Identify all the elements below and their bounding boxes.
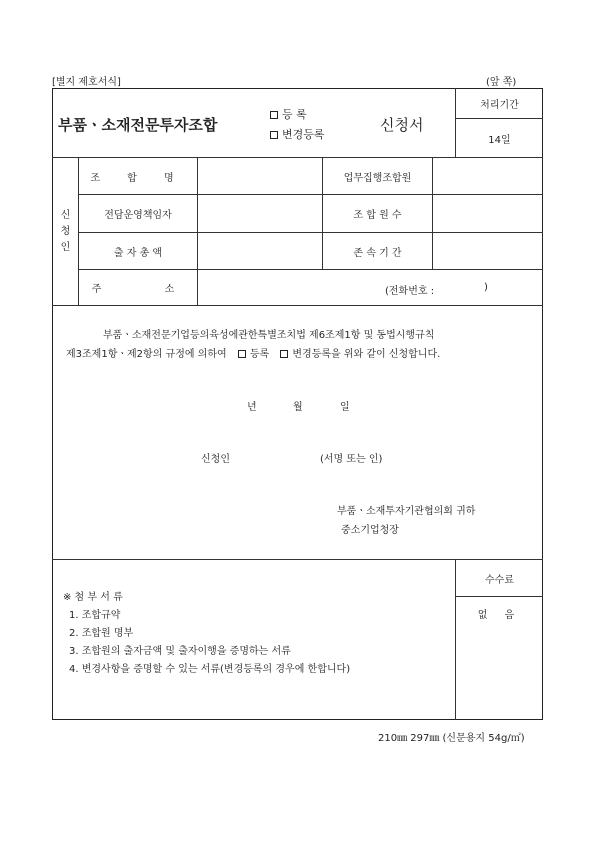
phone-close: ) [484, 282, 488, 293]
union-name-label: 조 합 명 [90, 172, 186, 184]
applicant-char-3: 인 [60, 241, 71, 253]
managing-partner-label: 업무집행조합원 [343, 172, 412, 184]
applicant-char-1: 신 [60, 209, 71, 221]
member-count-input[interactable] [433, 195, 543, 232]
attachments-title: ※ 첨 부 서 류 [63, 592, 123, 603]
signer-label: 신청인 [201, 454, 230, 465]
managing-partner-input[interactable] [433, 158, 543, 194]
applicant-char-2: 청 [60, 225, 71, 237]
row-line-4 [52, 305, 543, 306]
paper-spec: 210㎜ 297㎜ (신문용지 54g/㎡) [378, 733, 525, 744]
option-change-label: 변경등록 [282, 128, 325, 141]
signature-note: (서명 또는 인) [320, 454, 383, 465]
form-title-suffix: 신청서 [380, 116, 424, 134]
manager-input[interactable] [198, 195, 322, 232]
address-label: 주 소 [91, 284, 205, 295]
statement-line-1: 부품ㆍ소재전문기업등의육성에관한특별조치법 제6조제1항 및 동법시행규칙 [103, 330, 435, 341]
member-count-label: 조 합 원 수 [353, 210, 402, 221]
recipient-council: 부품ㆍ소재투자기관협의회 귀하 [337, 506, 476, 517]
duration-input[interactable] [433, 233, 543, 269]
total-investment-label: 출 자 총 액 [113, 247, 163, 259]
option-register[interactable] [270, 106, 307, 122]
change-checkbox[interactable] [270, 131, 278, 139]
fee-label: 수수료 [485, 574, 514, 586]
date-month-label: 월 [293, 402, 303, 413]
statement-register-checkbox[interactable] [238, 350, 246, 358]
statement-change-checkbox[interactable] [280, 350, 288, 358]
attachment-item-2: 2. 조합원 명부 [69, 628, 134, 639]
phone-label: (전화번호 : [385, 286, 435, 297]
statement-line-2 [66, 345, 440, 360]
option-change[interactable] [270, 126, 325, 142]
register-checkbox[interactable] [270, 111, 278, 119]
form-number-label: [별지 제호서식] [52, 77, 121, 88]
total-investment-input[interactable] [198, 233, 322, 269]
manager-label: 전담운영책임자 [104, 210, 172, 221]
form-title: 부품ㆍ소재전문투자조합 [58, 116, 218, 134]
attachment-item-3: 3. 조합원의 출자금액 및 출자이행을 증명하는 서류 [69, 646, 291, 657]
recipient-administration: 중소기업청장 [341, 525, 399, 536]
statement-register-label: 등록 [249, 349, 270, 360]
statement-change-label: 변경등록을 위와 같이 신청합니다. [292, 349, 441, 360]
applicant-side-label [53, 158, 78, 305]
duration-label: 존 속 기 간 [353, 247, 402, 259]
attachment-item-1: 1. 조합규약 [69, 610, 121, 621]
processing-label: 처리기간 [480, 100, 519, 111]
date-year-label: 년 [247, 402, 257, 413]
page-side-label: (앞 쪽) [486, 77, 517, 88]
date-day-label: 일 [340, 402, 350, 413]
union-name-input[interactable] [198, 158, 322, 194]
address-input[interactable] [198, 270, 378, 305]
attachment-item-4: 4. 변경사항을 증명할 수 있는 서류(변경등록의 경우에 한합니다) [69, 664, 351, 675]
fee-value: 없 음 [477, 610, 522, 621]
processing-value: 14일 [488, 134, 511, 146]
option-register-label: 등 록 [282, 108, 307, 121]
statement-prefix: 제3조제1항ㆍ제2항의 규정에 의하여 [66, 349, 227, 360]
